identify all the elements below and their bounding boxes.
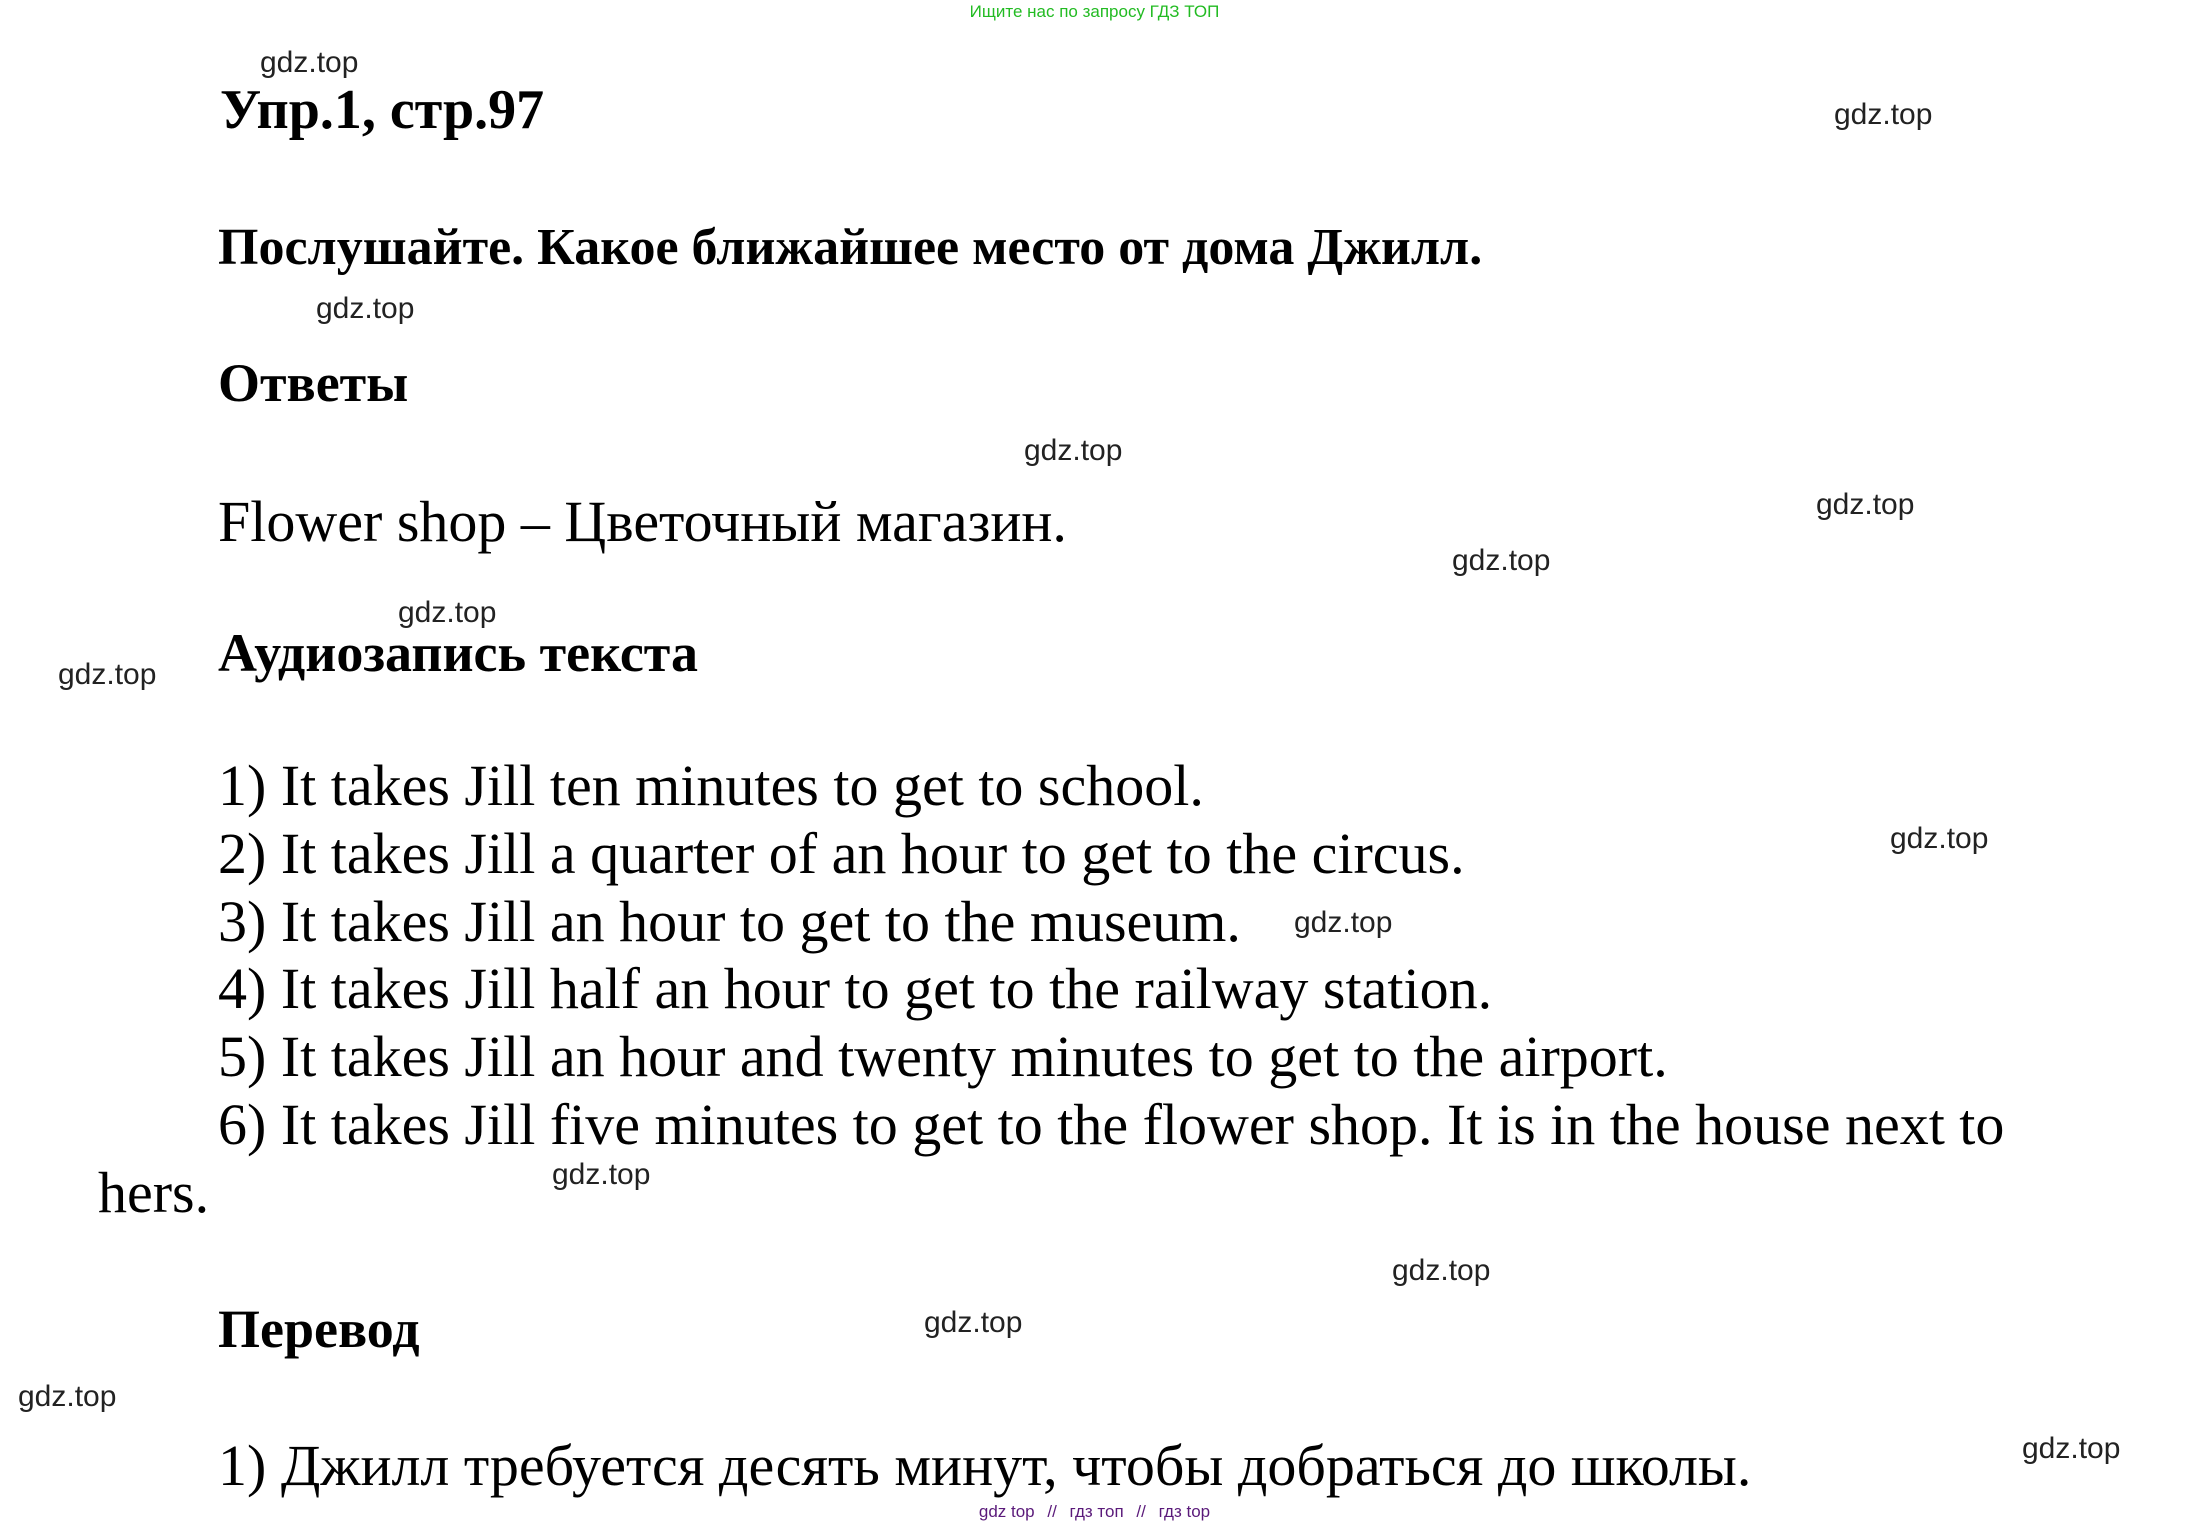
footer-separator: // [1136, 1502, 1146, 1521]
audio-line: 2) It takes Jill a quarter of an hour to get to the circus. [218, 821, 1465, 886]
watermark: gdz.top [58, 658, 157, 691]
audio-line: 4) It takes Jill half an hour to get to the railway station. [218, 956, 1493, 1021]
footer-link[interactable]: гдз top [1158, 1502, 1211, 1521]
audio-line: 5) It takes Jill an hour and twenty minutes to get to the airport. [218, 1024, 1668, 1089]
audio-line: 1) It takes Jill ten minutes to get to school. [218, 753, 1204, 818]
translation-heading: Перевод [218, 1299, 420, 1359]
answer-text: Flower shop – Цветочный магазин. [218, 489, 1067, 554]
watermark: gdz.top [924, 1306, 1023, 1339]
audio-line-continuation: hers. [98, 1160, 210, 1225]
watermark: gdz.top [18, 1380, 117, 1413]
footer-link[interactable]: гдз топ [1069, 1502, 1124, 1521]
audio-line: 3) It takes Jill an hour to get to the museum. [218, 889, 1241, 954]
watermark: gdz.top [1834, 98, 1933, 131]
exercise-title: Упр.1, стр.97 [220, 79, 545, 141]
watermark: gdz.top [1024, 434, 1123, 467]
translation-line: 1) Джилл требуется десять минут, чтобы добраться до школы. [218, 1433, 1752, 1498]
footer-links [0, 1502, 2189, 1522]
watermark: gdz.top [316, 292, 415, 325]
watermark: gdz.top [260, 46, 359, 79]
watermark: gdz.top [2022, 1432, 2121, 1465]
footer-separator: // [1047, 1502, 1057, 1521]
watermark: gdz.top [1392, 1254, 1491, 1287]
audio-line: 6) It takes Jill five minutes to get to the flower shop. It is in the house next to [218, 1092, 2005, 1157]
watermark: gdz.top [1816, 488, 1915, 521]
watermark: gdz.top [552, 1158, 651, 1191]
watermark: gdz.top [398, 596, 497, 629]
watermark: gdz.top [1452, 544, 1551, 577]
audio-heading: Аудиозапись текста [218, 623, 698, 683]
watermark: gdz.top [1294, 906, 1393, 939]
footer-link[interactable]: gdz top [978, 1502, 1035, 1521]
watermark: gdz.top [1890, 822, 1989, 855]
task-statement: Послушайте. Какое ближайшее место от дома Джилл. [218, 219, 1483, 276]
search-hint-banner: Ищите нас по запросу ГДЗ ТОП [969, 2, 1220, 21]
answers-heading: Ответы [218, 353, 409, 413]
